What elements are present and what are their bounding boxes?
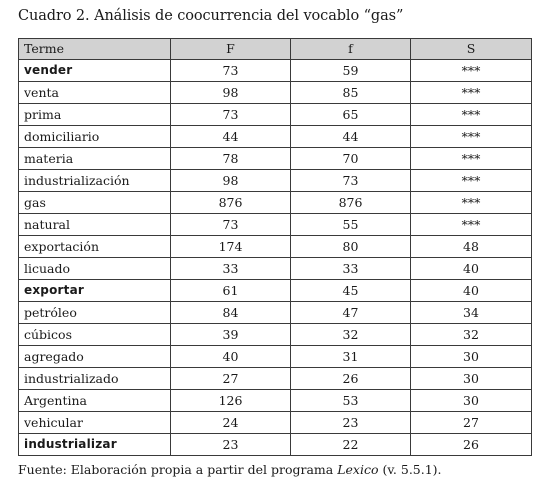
cell-f: 65: [291, 104, 411, 126]
cell-term: licuado: [19, 258, 171, 280]
cell-term: natural: [19, 214, 171, 236]
cell-F: 27: [171, 368, 291, 390]
cell-f: 22: [291, 434, 411, 456]
source-suffix: (v. 5.5.1).: [378, 462, 442, 477]
cell-F: 24: [171, 412, 291, 434]
cell-term: vehicular: [19, 412, 171, 434]
cell-f: 55: [291, 214, 411, 236]
cell-f: 23: [291, 412, 411, 434]
cell-S: ***: [411, 170, 532, 192]
cell-term: exportar: [19, 280, 171, 302]
cell-term: petróleo: [19, 302, 171, 324]
cell-S: ***: [411, 148, 532, 170]
cell-term: domiciliario: [19, 126, 171, 148]
cell-term: materia: [19, 148, 171, 170]
cell-term: vender: [19, 60, 171, 82]
cell-F: 33: [171, 258, 291, 280]
cell-F: 876: [171, 192, 291, 214]
cell-f: 44: [291, 126, 411, 148]
cell-F: 98: [171, 170, 291, 192]
cell-S: 32: [411, 324, 532, 346]
cell-S: ***: [411, 60, 532, 82]
table-row: [19, 280, 532, 302]
table-caption: Cuadro 2. Análisis de coocurrencia del vocablo “gas”: [18, 8, 404, 24]
cell-f: 32: [291, 324, 411, 346]
header-terme: Terme: [19, 39, 171, 60]
cell-F: 73: [171, 60, 291, 82]
table-row: [19, 258, 532, 280]
table-row: [19, 82, 532, 104]
cell-S: ***: [411, 126, 532, 148]
cell-term: Argentina: [19, 390, 171, 412]
cell-S: 40: [411, 280, 532, 302]
table-row: [19, 390, 532, 412]
table-body: [19, 60, 532, 456]
table-header-row: [19, 39, 532, 60]
table-row: [19, 192, 532, 214]
cell-term: agregado: [19, 346, 171, 368]
cell-term: industrialización: [19, 170, 171, 192]
cell-S: 30: [411, 390, 532, 412]
table-row: [19, 346, 532, 368]
cell-F: 73: [171, 214, 291, 236]
cell-f: 59: [291, 60, 411, 82]
table-row: [19, 302, 532, 324]
cell-S: 40: [411, 258, 532, 280]
cell-term: industrializado: [19, 368, 171, 390]
cell-F: 23: [171, 434, 291, 456]
header-S: S: [411, 39, 532, 60]
cell-F: 73: [171, 104, 291, 126]
header-F: F: [171, 39, 291, 60]
cell-f: 33: [291, 258, 411, 280]
table-row: [19, 60, 532, 82]
cell-F: 84: [171, 302, 291, 324]
cell-S: ***: [411, 104, 532, 126]
cell-S: ***: [411, 82, 532, 104]
cell-F: 61: [171, 280, 291, 302]
table-row: [19, 170, 532, 192]
cell-S: 27: [411, 412, 532, 434]
source-note: [18, 462, 442, 477]
header-f: f: [291, 39, 411, 60]
cell-S: ***: [411, 192, 532, 214]
cooccurrence-table: [18, 38, 532, 456]
table-row: [19, 324, 532, 346]
cell-F: 39: [171, 324, 291, 346]
cell-f: 53: [291, 390, 411, 412]
cell-S: 48: [411, 236, 532, 258]
cell-f: 31: [291, 346, 411, 368]
cell-F: 174: [171, 236, 291, 258]
cell-f: 80: [291, 236, 411, 258]
cell-F: 98: [171, 82, 291, 104]
cell-S: 26: [411, 434, 532, 456]
table-row: [19, 368, 532, 390]
cell-f: 26: [291, 368, 411, 390]
cell-F: 40: [171, 346, 291, 368]
cell-f: 85: [291, 82, 411, 104]
cell-S: 34: [411, 302, 532, 324]
cell-term: gas: [19, 192, 171, 214]
table-row: [19, 236, 532, 258]
cell-S: 30: [411, 368, 532, 390]
cell-f: 70: [291, 148, 411, 170]
table-row: [19, 434, 532, 456]
table-row: [19, 412, 532, 434]
cell-term: cúbicos: [19, 324, 171, 346]
source-prefix: Fuente: Elaboración propia a partir del programa: [18, 462, 338, 477]
cell-F: 44: [171, 126, 291, 148]
table-row: [19, 214, 532, 236]
cell-F: 126: [171, 390, 291, 412]
table-row: [19, 148, 532, 170]
cell-F: 78: [171, 148, 291, 170]
cell-f: 47: [291, 302, 411, 324]
cell-S: ***: [411, 214, 532, 236]
cell-S: 30: [411, 346, 532, 368]
cell-term: prima: [19, 104, 171, 126]
cell-f: 876: [291, 192, 411, 214]
source-program: Lexico: [337, 462, 379, 477]
cell-f: 73: [291, 170, 411, 192]
table-row: [19, 104, 532, 126]
cell-f: 45: [291, 280, 411, 302]
table-row: [19, 126, 532, 148]
cell-term: exportación: [19, 236, 171, 258]
cell-term: venta: [19, 82, 171, 104]
cell-term: industrializar: [19, 434, 171, 456]
